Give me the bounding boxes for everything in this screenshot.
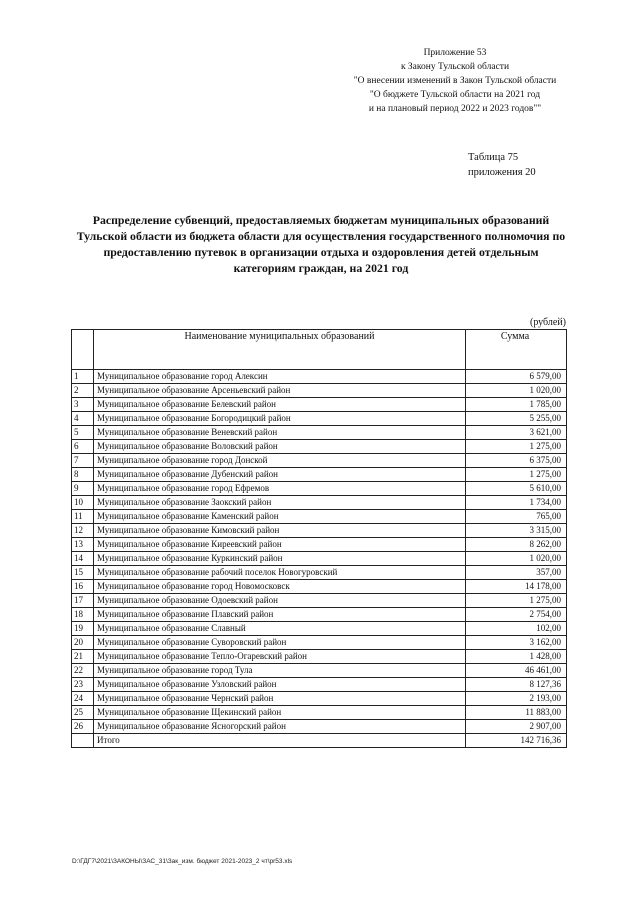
subsidy-amount: 2 754,00 [466, 608, 567, 622]
subsidy-amount: 1 020,00 [466, 552, 567, 566]
municipality-name: Муниципальное образование город Алексин [94, 370, 466, 384]
table-header-row [72, 330, 567, 370]
document-title: Распределение субвенций, предоставляемых бюджетам муниципальных образований Тульской области из бюджета области для осуществления государственного полномочия по предоставлению путевок в организации отдыха и оздоровления детей отдельным категориям граждан, на 2021 год [76, 213, 566, 275]
units-label: (рублей) [529, 317, 566, 328]
municipality-name: Муниципальное образование Ясногорский район [94, 720, 466, 734]
table-row [72, 552, 567, 566]
row-number: 16 [72, 580, 94, 594]
row-number: 23 [72, 678, 94, 692]
table-row [72, 496, 567, 510]
municipality-name: Муниципальное образование рабочий поселок Новогуровский [94, 566, 466, 580]
subsidy-amount: 5 255,00 [466, 412, 567, 426]
subsidy-amount: 3 162,00 [466, 636, 567, 650]
municipality-name: Муниципальное образование Богородицкий район [94, 412, 466, 426]
table-row [72, 706, 567, 720]
column-header-number [72, 330, 94, 370]
table-row [72, 482, 567, 496]
table-row [72, 440, 567, 454]
row-number: 17 [72, 594, 94, 608]
municipality-name: Муниципальное образование город Новомосковск [94, 580, 466, 594]
table-reference [468, 150, 548, 180]
row-number: 10 [72, 496, 94, 510]
municipality-name: Муниципальное образование Славный [94, 622, 466, 636]
table-row [72, 398, 567, 412]
row-number: 21 [72, 650, 94, 664]
municipality-name: Муниципальное образование Узловский район [94, 678, 466, 692]
row-number: 5 [72, 426, 94, 440]
row-number: 24 [72, 692, 94, 706]
municipality-name: Муниципальное образование Плавский район [94, 608, 466, 622]
row-number: 26 [72, 720, 94, 734]
subsidy-amount: 2 907,00 [466, 720, 567, 734]
municipality-name: Муниципальное образование Куркинский район [94, 552, 466, 566]
table-ref-line-2: приложения 20 [468, 167, 536, 178]
subsidy-amount: 1 275,00 [466, 594, 567, 608]
municipality-name: Муниципальное образование Суворовский район [94, 636, 466, 650]
row-number: 25 [72, 706, 94, 720]
subsidy-table [71, 329, 567, 748]
municipality-name: Муниципальное образование Веневский район [94, 426, 466, 440]
municipality-name: Муниципальное образование город Ефремов [94, 482, 466, 496]
table-row [72, 538, 567, 552]
subsidy-amount: 1 275,00 [466, 468, 567, 482]
table-row [72, 580, 567, 594]
subsidy-amount: 357,00 [466, 566, 567, 580]
row-number: 11 [72, 510, 94, 524]
municipality-name: Муниципальное образование Воловский район [94, 440, 466, 454]
subsidy-amount: 1 734,00 [466, 496, 567, 510]
row-number: 9 [72, 482, 94, 496]
subsidy-amount: 102,00 [466, 622, 567, 636]
subsidy-amount: 3 621,00 [466, 426, 567, 440]
subsidy-amount: 5 610,00 [466, 482, 567, 496]
table-row [72, 692, 567, 706]
table-row [72, 412, 567, 426]
row-number: 2 [72, 384, 94, 398]
subsidy-amount: 14 178,00 [466, 580, 567, 594]
table-row [72, 664, 567, 678]
row-number: 6 [72, 440, 94, 454]
total-sum: 142 716,36 [466, 734, 567, 748]
subsidy-amount: 765,00 [466, 510, 567, 524]
table-row [72, 524, 567, 538]
row-number: 4 [72, 412, 94, 426]
annex-line-4: "О бюджете Тульской области на 2021 год [369, 90, 541, 100]
annex-line-1: Приложение 53 [423, 48, 487, 58]
table-row [72, 622, 567, 636]
table-row [72, 678, 567, 692]
table-row [72, 370, 567, 384]
total-row [72, 734, 567, 748]
municipality-name: Муниципальное образование Чернский район [94, 692, 466, 706]
subsidy-amount: 1 020,00 [466, 384, 567, 398]
table-body [72, 370, 567, 734]
table-row [72, 510, 567, 524]
row-number: 22 [72, 664, 94, 678]
municipality-name: Муниципальное образование Белевский район [94, 398, 466, 412]
subsidy-amount: 3 315,00 [466, 524, 567, 538]
subsidy-amount: 2 193,00 [466, 692, 567, 706]
file-path-footer: D:\ГДГ7\2021\ЗАКОНЫ\ЗАС_31\Зак_изм. бюджет 2021-2023_2 чт\pr53.xls [72, 858, 293, 865]
table-row [72, 608, 567, 622]
total-label: Итого [94, 734, 466, 748]
table-row [72, 468, 567, 482]
table-row [72, 384, 567, 398]
subsidy-amount: 8 262,00 [466, 538, 567, 552]
municipality-name: Муниципальное образование Щекинский район [94, 706, 466, 720]
annex-line-2: к Закону Тульской области [400, 62, 510, 72]
municipality-name: Муниципальное образование Каменский район [94, 510, 466, 524]
total-number-cell [72, 734, 94, 748]
annex-line-5: и на плановый период 2022 и 2023 годов"" [368, 104, 542, 114]
subsidy-amount: 11 883,00 [466, 706, 567, 720]
row-number: 3 [72, 398, 94, 412]
municipality-name: Муниципальное образование Тепло-Огаревский район [94, 650, 466, 664]
annex-line-3: "О внесении изменений в Закон Тульской области [353, 76, 557, 86]
row-number: 13 [72, 538, 94, 552]
table-row [72, 566, 567, 580]
column-header-name: Наименование муниципальных образований [94, 330, 466, 370]
table-row [72, 650, 567, 664]
row-number: 18 [72, 608, 94, 622]
municipality-name: Муниципальное образование Кимовский район [94, 524, 466, 538]
column-header-sum: Сумма [466, 330, 567, 370]
subsidy-amount: 6 375,00 [466, 454, 567, 468]
subsidy-amount: 1 275,00 [466, 440, 567, 454]
municipality-name: Муниципальное образование Одоевский район [94, 594, 466, 608]
municipality-name: Муниципальное образование Арсеньевский район [94, 384, 466, 398]
table-ref-line-1: Таблица 75 [468, 152, 519, 163]
table-row [72, 594, 567, 608]
table-row [72, 720, 567, 734]
municipality-name: Муниципальное образование город Донской [94, 454, 466, 468]
municipality-name: Муниципальное образование Киреевский район [94, 538, 466, 552]
row-number: 8 [72, 468, 94, 482]
subsidy-amount: 1 785,00 [466, 398, 567, 412]
subsidy-amount: 8 127,36 [466, 678, 567, 692]
municipality-name: Муниципальное образование Дубенский район [94, 468, 466, 482]
row-number: 14 [72, 552, 94, 566]
subsidy-amount: 46 461,00 [466, 664, 567, 678]
table-row [72, 426, 567, 440]
row-number: 19 [72, 622, 94, 636]
row-number: 15 [72, 566, 94, 580]
subsidy-amount: 6 579,00 [466, 370, 567, 384]
table-row [72, 454, 567, 468]
row-number: 12 [72, 524, 94, 538]
municipality-name: Муниципальное образование город Тула [94, 664, 466, 678]
subsidy-amount: 1 428,00 [466, 650, 567, 664]
municipality-name: Муниципальное образование Заокский район [94, 496, 466, 510]
annex-header [330, 46, 580, 116]
row-number: 1 [72, 370, 94, 384]
row-number: 7 [72, 454, 94, 468]
table-row [72, 636, 567, 650]
row-number: 20 [72, 636, 94, 650]
